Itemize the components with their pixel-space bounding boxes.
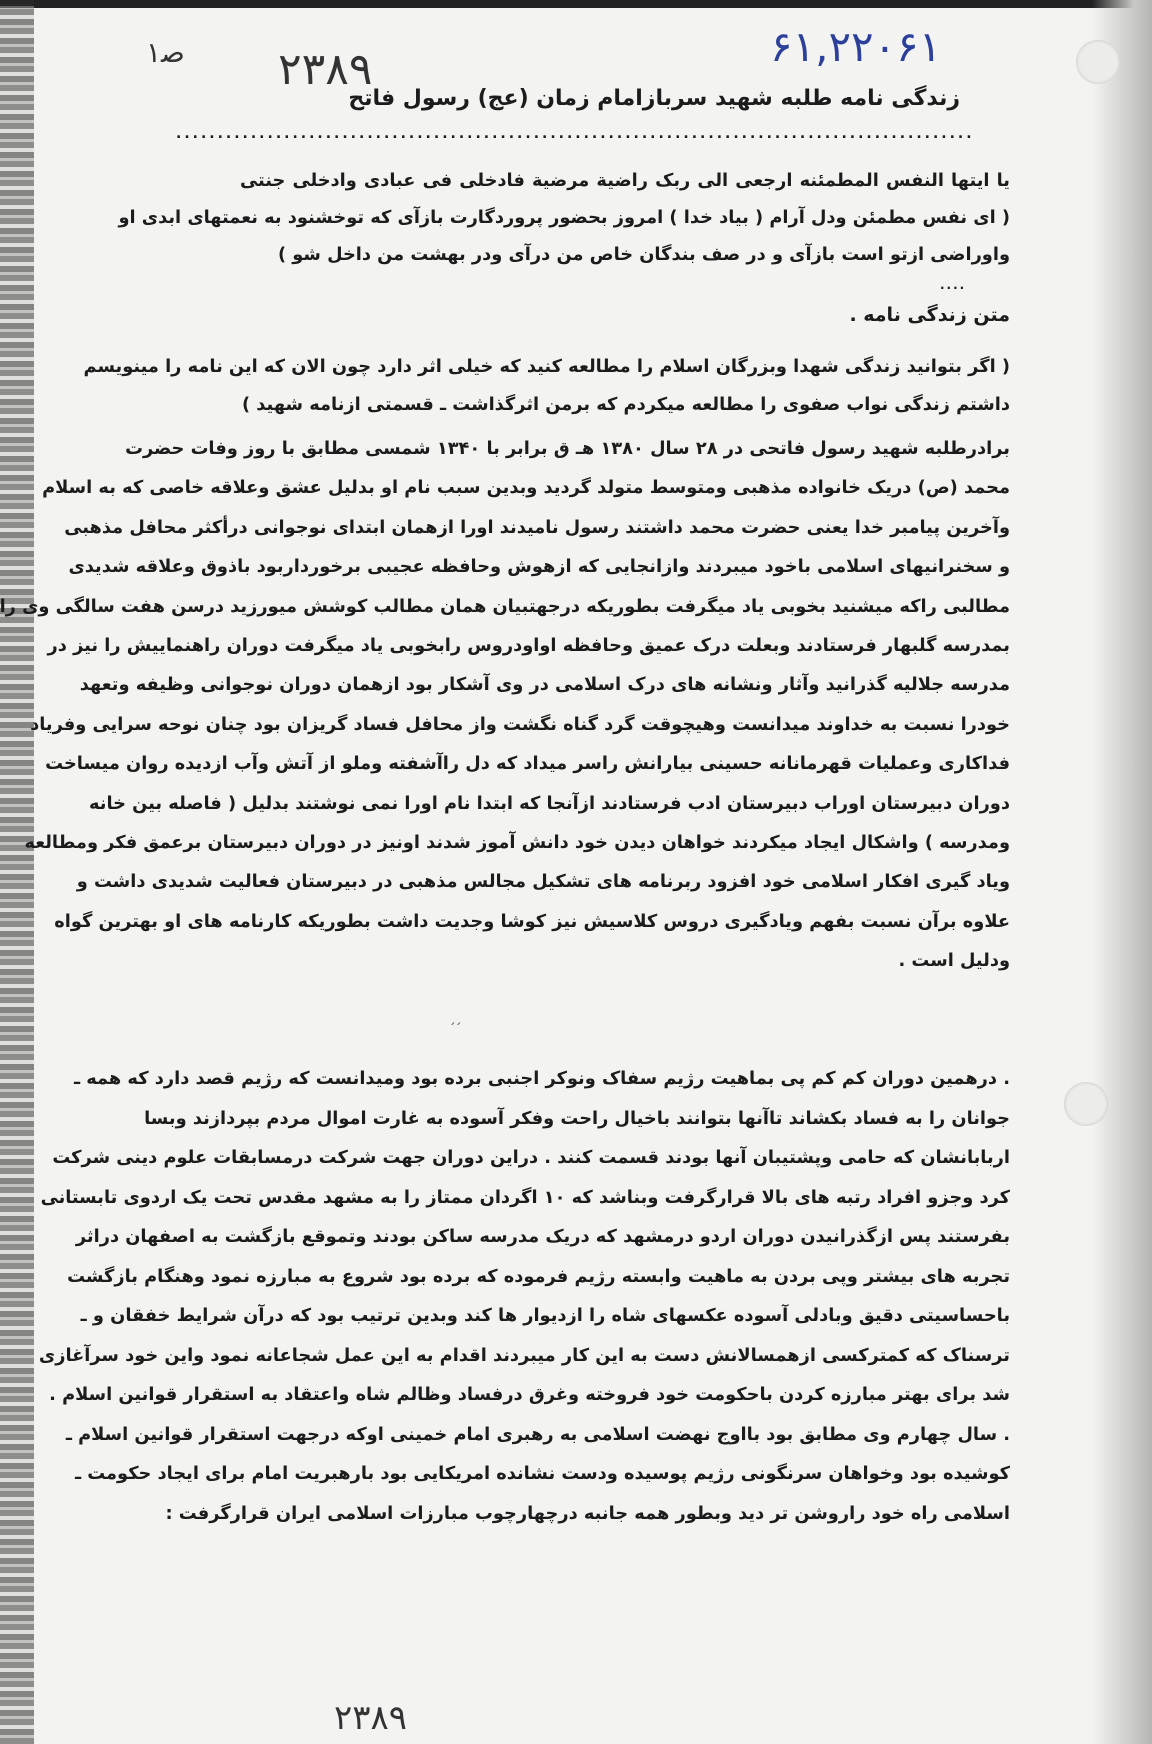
text-line: علاوه برآن نسبت بفهم ویادگیری دروس کلاسیش نیز کوشا وجدیت داشت بطوریکه کارنامه های او بهترین گواه — [54, 910, 1010, 932]
text-line: ترسناک که کمترکسی ازهمسالانش دست به این کار میبردند اقدام به این عمل شجاعانه نمود واین خود سرآغازی — [38, 1344, 1010, 1366]
punch-hole-icon — [1076, 40, 1120, 84]
title-underline-dots: ................................................................................................ — [176, 126, 975, 142]
text-line: محمد (ص) دریک خانواده مذهبی ومتوسط متولد گردید وبدین سبب نام او بدلیل عشق وعلاقه خاصی که به اسلام — [42, 477, 1010, 499]
handwritten-number-bottom: ۲۳۸۹ — [334, 1698, 408, 1738]
text-line: . درهمین دوران کم کم پی بماهیت رژیم سفاک ونوکر اجنبی برده بود ومیدانست که رژیم قصد دارد که همه ـ — [73, 1068, 1010, 1089]
archive-number-stamp: ۶۱,۲۲۰۶۱ — [770, 22, 942, 71]
text-line: برادرطلبه شهید رسول فاتحی در ۲۸ سال ۱۳۸۰ هـ ق برابر با ۱۳۴۰ شمسی مطابق با روز وفات حضرت — [125, 438, 1010, 459]
text-line: فداکاری وعملیات قهرمانانه حسینی بیارانش راسر میداد که دل راآشفته وملو از آتش وآب ازدیده روان میساخت — [45, 753, 1010, 775]
text-line: اربابانشان که حامی وپشتیبان آنها بودند قسمت کنند . دراین دوران جهت شرکت درمسابقات علوم دینی شرکت — [52, 1147, 1010, 1168]
text-line: مطالبی راکه میشنید بخوبی یاد میگرفت بطوریکه درجهتبیان همان مطالب کوشش میورزید درسن هفت سالگی وی را — [0, 595, 1010, 617]
text-line: ( ای نفس مطمئن ودل آرام ( بیاد خدا ) امروز بحضور پروردگارت بازآی که توخشنود به نعمتهای ابدی او — [118, 207, 1010, 228]
text-line: تجربه های بیشتر وپی بردن به ماهیت وابسته رژیم فرموده که برده بود شروع به مبارزه نمود وهنگام بازگشت — [67, 1265, 1010, 1287]
text-line: بفرستند پس ازگذرانیدن دوران اردو درمشهد که دریک مدرسه ساکن بودند وتموقع بازگشت به اصفهان دراثر — [75, 1226, 1010, 1247]
punch-hole-icon — [1064, 1082, 1108, 1126]
text-line: ودلیل است . — [898, 950, 1010, 972]
text-line: ( اگر بتوانید زندگی شهدا وبزرگان اسلام را مطالعه کنید که خیلی اثر دارد چون الان که این نامه را مینویسم — [83, 356, 1010, 377]
section-heading: متن زندگی نامه . — [849, 304, 1010, 326]
scan-top-bar — [0, 0, 1152, 8]
separator-dots: .... — [940, 278, 967, 292]
text-line: کوشیده بود وخواهان سرنگونی رژیم پوسیده ودست نشانده امریکایی بود بارهبریت امام برای ایجاد حکومت ـ — [74, 1463, 1010, 1484]
scan-speck-icon: ׳׳ — [450, 1018, 462, 1034]
text-line: وآخرین پیامبر خدا یعنی حضرت محمد داشتند رسول نامیدند اورا ازهمان ابتدای نوجوانی درأکثر محافل مذهبی — [64, 516, 1010, 538]
handwritten-number-top: ۲۳۸۹ — [278, 44, 373, 95]
scan-left-edge — [0, 0, 34, 1744]
text-line: یا ایتها النفس المطمئنه ارجعی الی ربک راضیة مرضیة فادخلی فی عبادی وادخلی جنتی — [240, 170, 1010, 191]
text-line: اسلامی راه خود راروشن تر دید وبطور همه جانبه درچهارچوب مبارزات اسلامی ایران قرارگرفت : — [165, 1502, 1010, 1524]
text-line: شد برای بهتر مبارزه کردن باحکومت خود فروخته وغرق درفساد وظالم شاه واعتقاد به استقرار قوانین اسلام . — [49, 1384, 1010, 1405]
document-title: زندگی نامه طلبه شهید سربازامام زمان (عج) رسول فاتح — [348, 86, 960, 111]
text-line: کرد وجزو افراد رتبه های بالا قرارگرفت وبناشد که ۱۰ اگردان ممتاز را به مشهد مقدس تحت یک اردوی تابستانی — [40, 1186, 1010, 1208]
text-line: ومدرسه ) واشکال ایجاد میکردند خواهان دیدن خود دانش آموز شدند اونیز در دوران دبیرستان برعمق فکر ومطالعه — [24, 832, 1010, 853]
text-line: مدرسه جلالیه گذرانید وآثار ونشانه های درک اسلامی در وی آشکار بود ازهمان دوران نوجوانی وظیفه وتعهد — [79, 674, 1010, 696]
text-line: بمدرسه گلبهار فرستادند وبعلت درک عمیق وحافظه اواودروس رابخوبی یاد میگرفت دوران راهنماییش را نیز در — [47, 635, 1010, 656]
text-line: جوانان را به فساد بکشاند تاآنها بتوانند باخیال راحت وفکر آسوده به غارت اموال مردم بپردازند وبسا — [144, 1107, 1010, 1129]
text-line: و سخنرانیهای اسلامی باخود میبردند وازانجایی که ازهوش وحافظه عجیبی برخورداربود باذوق وعلاقه شدیدی — [68, 556, 1010, 578]
text-line: باحساسیتی دقیق وبادلی آسوده عکسهای شاه را ازدیوار ها کند وبدین ترتیب بود که درآن شرایط خفقان و ـ — [80, 1305, 1010, 1326]
page-code-mark: ۱ﺻ — [146, 36, 185, 69]
text-line: ویاد گیری افکار اسلامی خود افزود ربرنامه های تشکیل مجالس مذهبی در دبیرستان فعالیت شدیدی داشت و — [76, 871, 1010, 893]
text-line: واوراضی ازتو است بازآی و در صف بندگان خاص من درآی ودر بهشت من داخل شو ) — [277, 244, 1010, 265]
text-line: دوران دبیرستان اوراب دبیرستان ادب فرستادند ازآنجا که ابتدا نام اورا نمی نوشتند بدلیل ( فاصله بین خانه — [89, 792, 1010, 814]
text-line: داشتم زندگی نواب صفوی را مطالعه میکردم که برمن اثرگذاشت ـ قسمتی ازنامه شهید ) — [241, 394, 1010, 415]
text-line: خودرا نسبت به خداوند میدانست وهیچوقت گرد گناه نگشت واز محافل فساد گریزان بود چنان نوحه سرایی وفریاد — [30, 713, 1010, 735]
scan-right-edge — [1092, 0, 1152, 1744]
text-line: . سال چهارم وی مطابق بود بااوج نهضت اسلامی به رهبری امام خمینی اوکه درجهت استقرار قوانین اسلام ـ — [65, 1423, 1010, 1445]
